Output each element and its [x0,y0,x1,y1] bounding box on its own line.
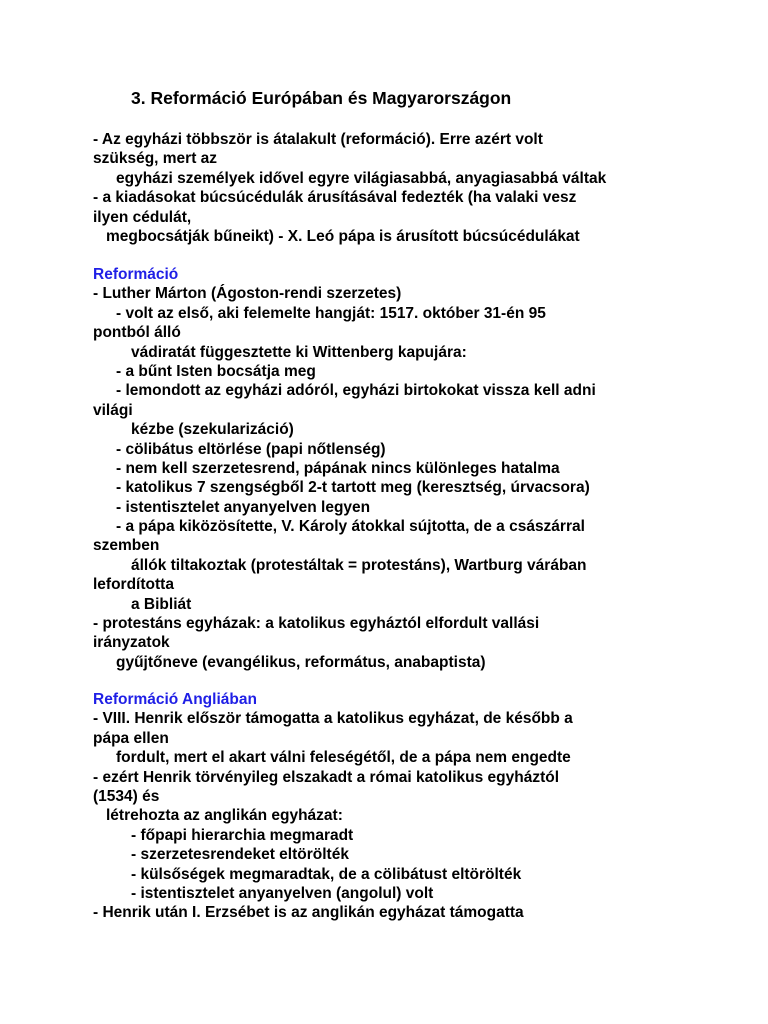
text-line: - lemondott az egyházi adóról, egyházi birtokokat vissza kell adni [116,382,596,400]
text-line: - protestáns egyházak: a katolikus egyháztól elfordult vallási [93,615,540,633]
text-line: - ezért Henrik törvényileg elszakadt a római katolikus egyháztól [93,768,560,786]
text-line: pápa ellen [93,729,169,747]
text-line: - istentisztelet anyanyelven legyen [116,498,371,516]
text-line: - Henrik után I. Erzsébet is az anglikán egyházat támogatta [93,904,524,922]
text-line: (1534) és [93,787,160,805]
text-line: - volt az első, aki felemelte hangját: 1517. október 31-én 95 [116,304,546,322]
section-heading: Reformáció Angliában [93,691,257,708]
text-line: - istentisztelet anyanyelven (angolul) volt [131,884,434,902]
text-line: - a bűnt Isten bocsátja meg [116,362,316,380]
text-line: pontból álló [93,324,181,342]
anglia-section [93,690,753,923]
text-line: - szerzetesrendeket eltörölték [131,846,349,864]
intro-section [93,130,753,246]
page-title: 3. Reformáció Európában és Magyarországon [131,88,512,108]
reformacio-section [93,265,753,672]
text-line: szükség, mert az [93,150,218,168]
text-line: - katolikus 7 szengségből 2-t tartott meg (keresztség, úrvacsora) [116,479,590,497]
text-line: állók tiltakoztak (protestáltak = protestáns), Wartburg várában [131,556,587,574]
text-line: irányzatok [93,634,170,652]
text-line: gyűjtőneve (evangélikus, református, anabaptista) [116,653,486,671]
text-line: - főpapi hierarchia megmaradt [131,826,354,844]
text-line: ilyen cédulát, [93,208,192,226]
text-line: szemben [93,537,160,555]
text-line: világi [93,401,133,419]
text-line: - nem kell szerzetesrend, pápának nincs különleges hatalma [116,459,560,477]
text-line: - külsőségek megmaradtak, de a cölibátust eltörölték [131,865,522,883]
text-line: fordult, mert el akart válni feleségétől, de a pápa nem engedte [116,749,571,767]
section-heading: Reformáció [93,266,179,283]
text-line: - Luther Márton (Ágoston-rendi szerzetes) [93,285,402,303]
text-line: vádiratát függesztette ki Wittenberg kapujára: [131,343,467,361]
text-line: - a kiadásokat búcsúcédulák árusításával fedezték (ha valaki vesz [93,189,577,207]
text-line: - VIII. Henrik először támogatta a katolikus egyházat, de később a [93,710,573,728]
text-line: kézbe (szekularizáció) [131,421,294,439]
text-line: lefordította [93,576,174,594]
text-line: megbocsátják bűneikt) - X. Leó pápa is árusított búcsúcédulákat [106,227,580,245]
text-line: létrehozta az anglikán egyházat: [106,807,343,825]
text-line: - a pápa kiközösítette, V. Károly átokkal sújtotta, de a császárral [116,518,585,536]
text-line: - cölibátus eltörlése (papi nőtlenség) [116,440,386,458]
text-line: - Az egyházi többször is átalakult (reformáció). Erre azért volt [93,131,543,148]
text-line: egyházi személyek idővel egyre világiasabbá, anyagiasabbá váltak [116,169,607,187]
text-line: a Bibliát [131,595,192,613]
